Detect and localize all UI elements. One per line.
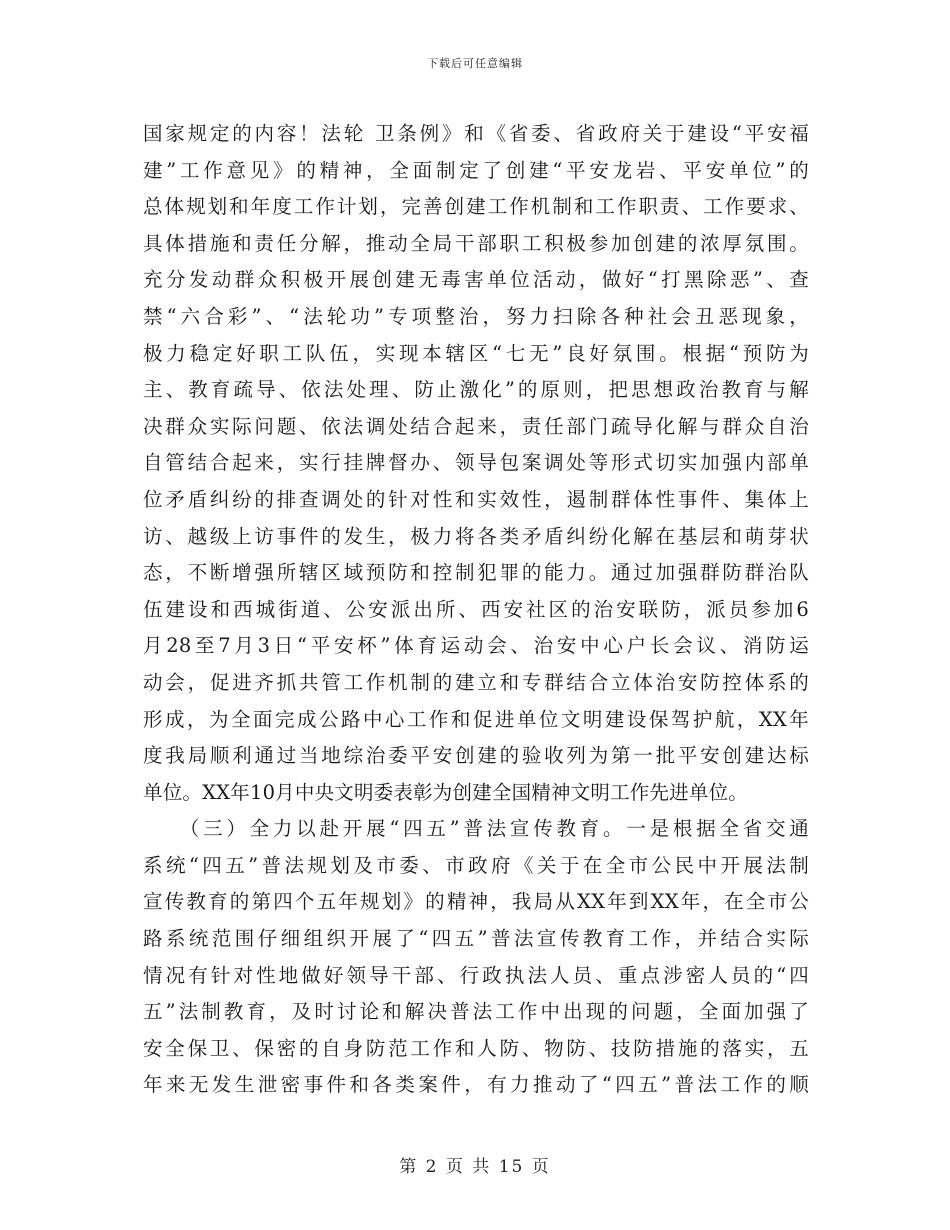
text-line: 度我局顺利通过当地综治委平安创建的验收列为第一批平安创建达标 <box>143 744 809 768</box>
text-line: 宣传教育的第四个五年规划》的精神，我局从XX年到XX年，在全市公 <box>143 890 809 914</box>
text-line: 具体措施和责任分解，推动全局干部职工积极参加创建的浓厚氛围。 <box>143 231 809 255</box>
text-line: 态，不断增强所辖区域预防和控制犯罪的能力。通过加强群防群治队 <box>143 561 809 585</box>
paragraph-start-line: （三）全力以赴开展“四五”普法宣传教育。一是根据全省交通 <box>143 817 809 841</box>
text-line: 情况有针对性地做好领导干部、行政执法人员、重点涉密人员的“四 <box>143 963 809 987</box>
text-line: 充分发动群众积极开展创建无毒害单位活动，做好“打黑除恶”、查 <box>143 268 809 292</box>
text-line: 总体规划和年度工作计划，完善创建工作机制和工作职责、工作要求、 <box>143 195 809 219</box>
text-line: 形成，为全面完成公路中心工作和促进单位文明建设保驾护航，XX年 <box>143 707 809 731</box>
header-note: 下载后可任意编辑 <box>427 57 523 70</box>
text-line: 极力稳定好职工队伍，实现本辖区“七无”良好氛围。根据“预防为 <box>143 341 809 365</box>
text-line: 单位。XX年10月中央文明委表彰为创建全国精神文明工作先进单位。 <box>143 780 748 804</box>
text-line: 动会，促进齐抓共管工作机制的建立和专群结合立体治安防控体系的 <box>143 670 809 694</box>
text-line: 国家规定的内容！法轮 卫条例》和《省委、省政府关于建设“平安福 <box>143 122 809 145</box>
text-line: 禁“六合彩”、“法轮功”专项整治，努力扫除各种社会丑恶现象， <box>143 304 809 328</box>
text-line: 月28至7月3日“平安杯”体育运动会、治安中心户长会议、消防运 <box>143 634 809 658</box>
text-line: 路系统范围仔细组织开展了“四五”普法宣传教育工作，并结合实际 <box>143 927 809 951</box>
text-line: 安全保卫、保密的自身防范工作和人防、物防、技防措施的落实，五 <box>143 1036 809 1060</box>
text-line: 年来无发生泄密事件和各类案件，有力推动了“四五”普法工作的顺 <box>143 1073 809 1097</box>
text-line: 自管结合起来，实行挂牌督办、领导包案调处等形式切实加强内部单 <box>143 451 809 475</box>
text-line: 伍建设和西城街道、公安派出所、西安社区的治安联防，派员参加6 <box>143 597 809 621</box>
text-line: 五”法制教育，及时讨论和解决普法工作中出现的问题，全面加强了 <box>143 1000 809 1024</box>
text-line: 建”工作意见》的精神，全面制定了创建“平安龙岩、平安单位”的 <box>143 158 809 182</box>
text-line: 访、越级上访事件的发生，极力将各类矛盾纠纷化解在基层和萌芽状 <box>143 524 809 548</box>
text-line: 主、教育疏导、依法处理、防止激化”的原则，把思想政治教育与解 <box>143 378 809 402</box>
text-line: 系统“四五”普法规划及市委、市政府《关于在全市公民中开展法制 <box>143 853 809 877</box>
text-line: 位矛盾纠纷的排查调处的针对性和实效性，遏制群体性事件、集体上 <box>143 487 809 511</box>
body-text <box>143 116 809 1104</box>
page-number-footer: 第 2 页 共 15 页 <box>399 1157 551 1177</box>
text-line: 决群众实际问题、依法调处结合起来，责任部门疏导化解与群众自治 <box>143 414 809 438</box>
